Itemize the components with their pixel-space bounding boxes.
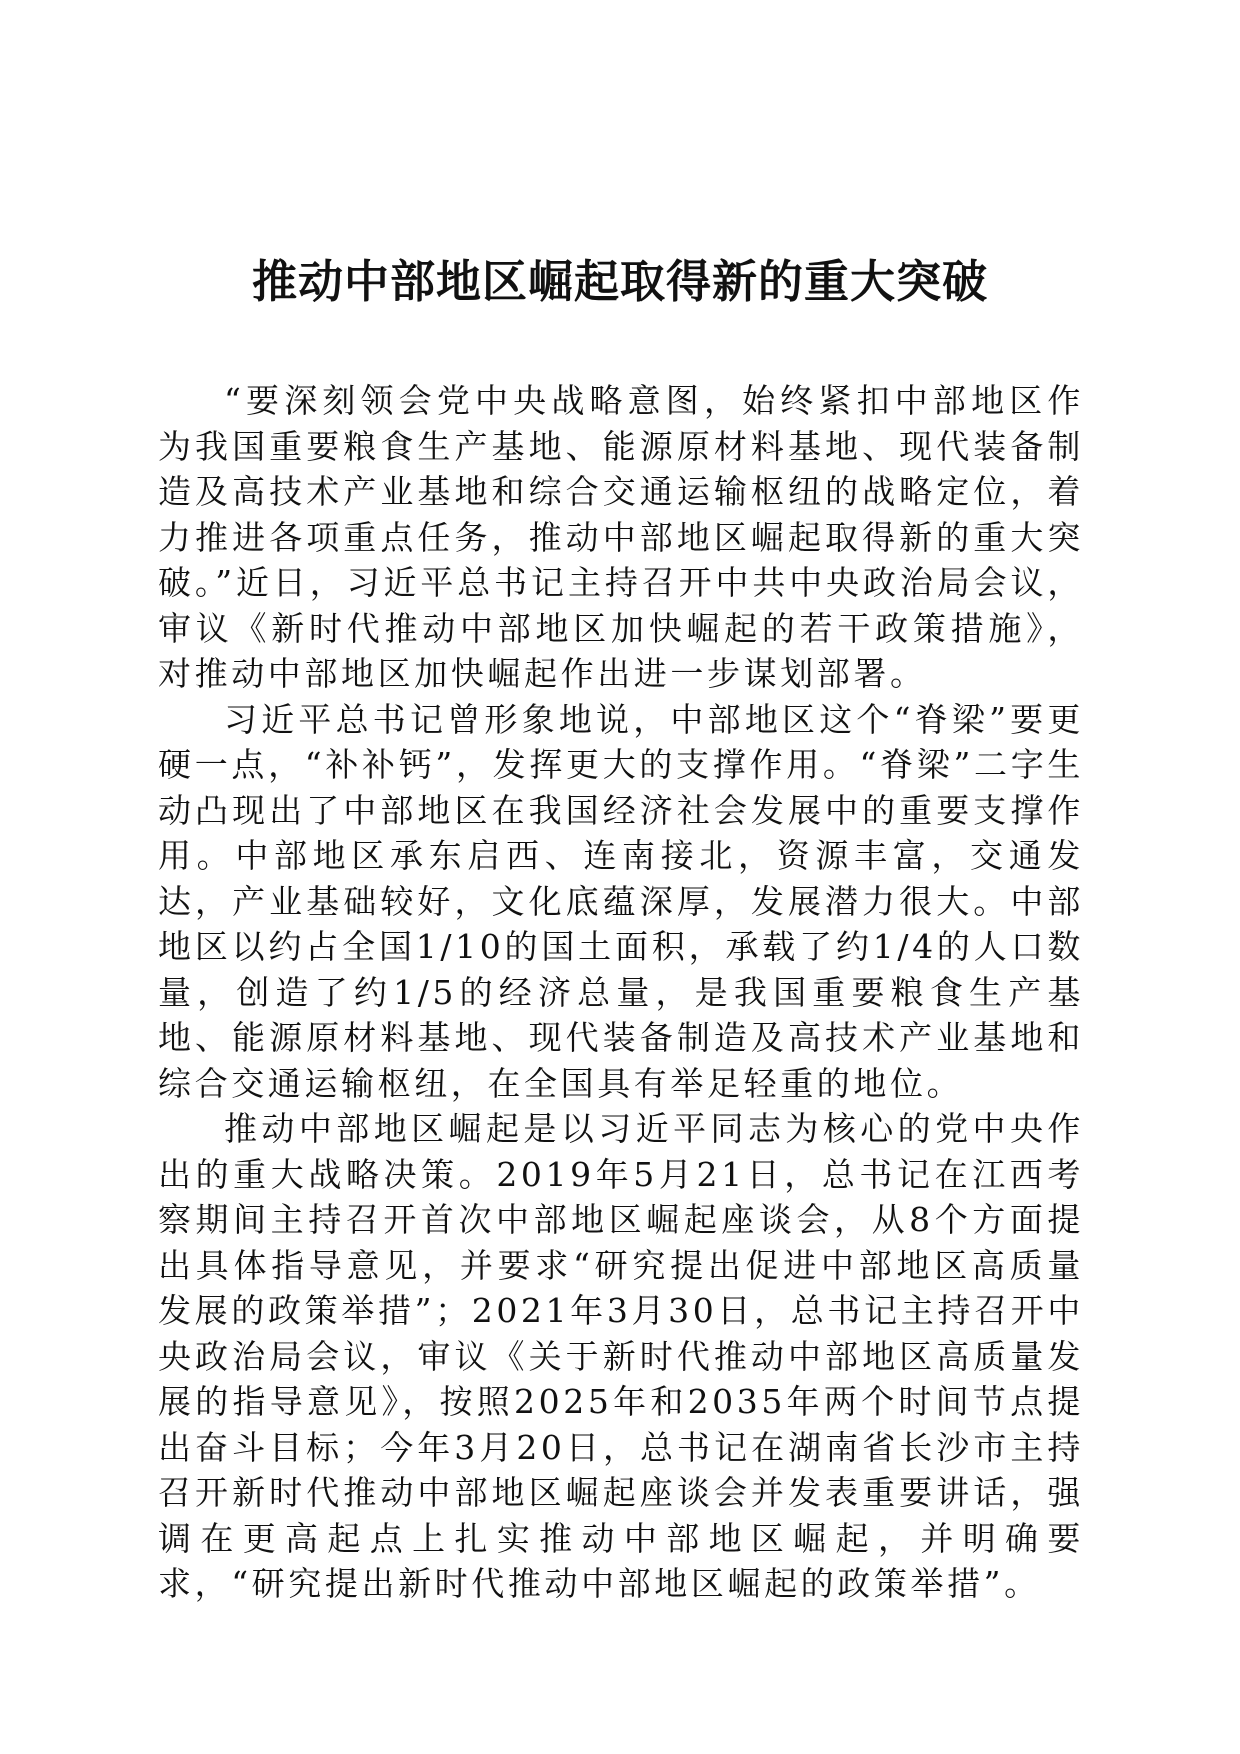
article-paragraph-3: 推动中部地区崛起是以习近平同志为核心的党中央作出的重大战略决策。2019年5月21日，总书记在江西考察期间主持召开首次中部地区崛起座谈会，从8个方面提出具体指导意见，并要求“研究提出促进中部地区高质量发展的政策举措”；2021年3月30日，总书记主持召开中央政治局会议，审议《关于新时代推动中部地区高质量发展的指导意见》，按照2025年和2035年两个时间节点提出奋斗目标；今年3月20日，总书记在湖南省长沙市主持召开新时代推动中部地区崛起座谈会并发表重要讲话，强调在更高起点上扎实推动中部地区崛起，并明确要求，“研究提出新时代推动中部地区崛起的政策举措”。 bbox=[158, 1109, 1084, 1603]
article-paragraph-2: 习近平总书记曾形象地说，中部地区这个“脊梁”要更硬一点，“补补钙”，发挥更大的支撑作用。“脊梁”二字生动凸现出了中部地区在我国经济社会发展中的重要支撑作用。中部地区承东启西、连南接北，资源丰富，交通发达，产业基础较好，文化底蕴深厚，发展潜力很大。中部地区以约占全国1/10的国土面积，承载了约1/4的人口数量，创造了约1/5的经济总量，是我国重要粮食生产基地、能源原材料基地、现代装备制造及高技术产业基地和综合交通运输枢纽，在全国具有举足轻重的地位。 bbox=[158, 699, 1084, 1103]
article-body bbox=[158, 378, 1084, 1607]
article-paragraph-1: “要深刻领会党中央战略意图，始终紧扣中部地区作为我国重要粮食生产基地、能源原材料基地、现代装备制造及高技术产业基地和综合交通运输枢纽的战略定位，着力推进各项重点任务，推动中部地区崛起取得新的重大突破。”近日，习近平总书记主持召开中共中央政治局会议，审议《新时代推动中部地区加快崛起的若干政策措施》，对推动中部地区加快崛起作出进一步谋划部署。 bbox=[158, 381, 1084, 693]
article-title: 推动中部地区崛起取得新的重大突破 bbox=[251, 255, 988, 308]
